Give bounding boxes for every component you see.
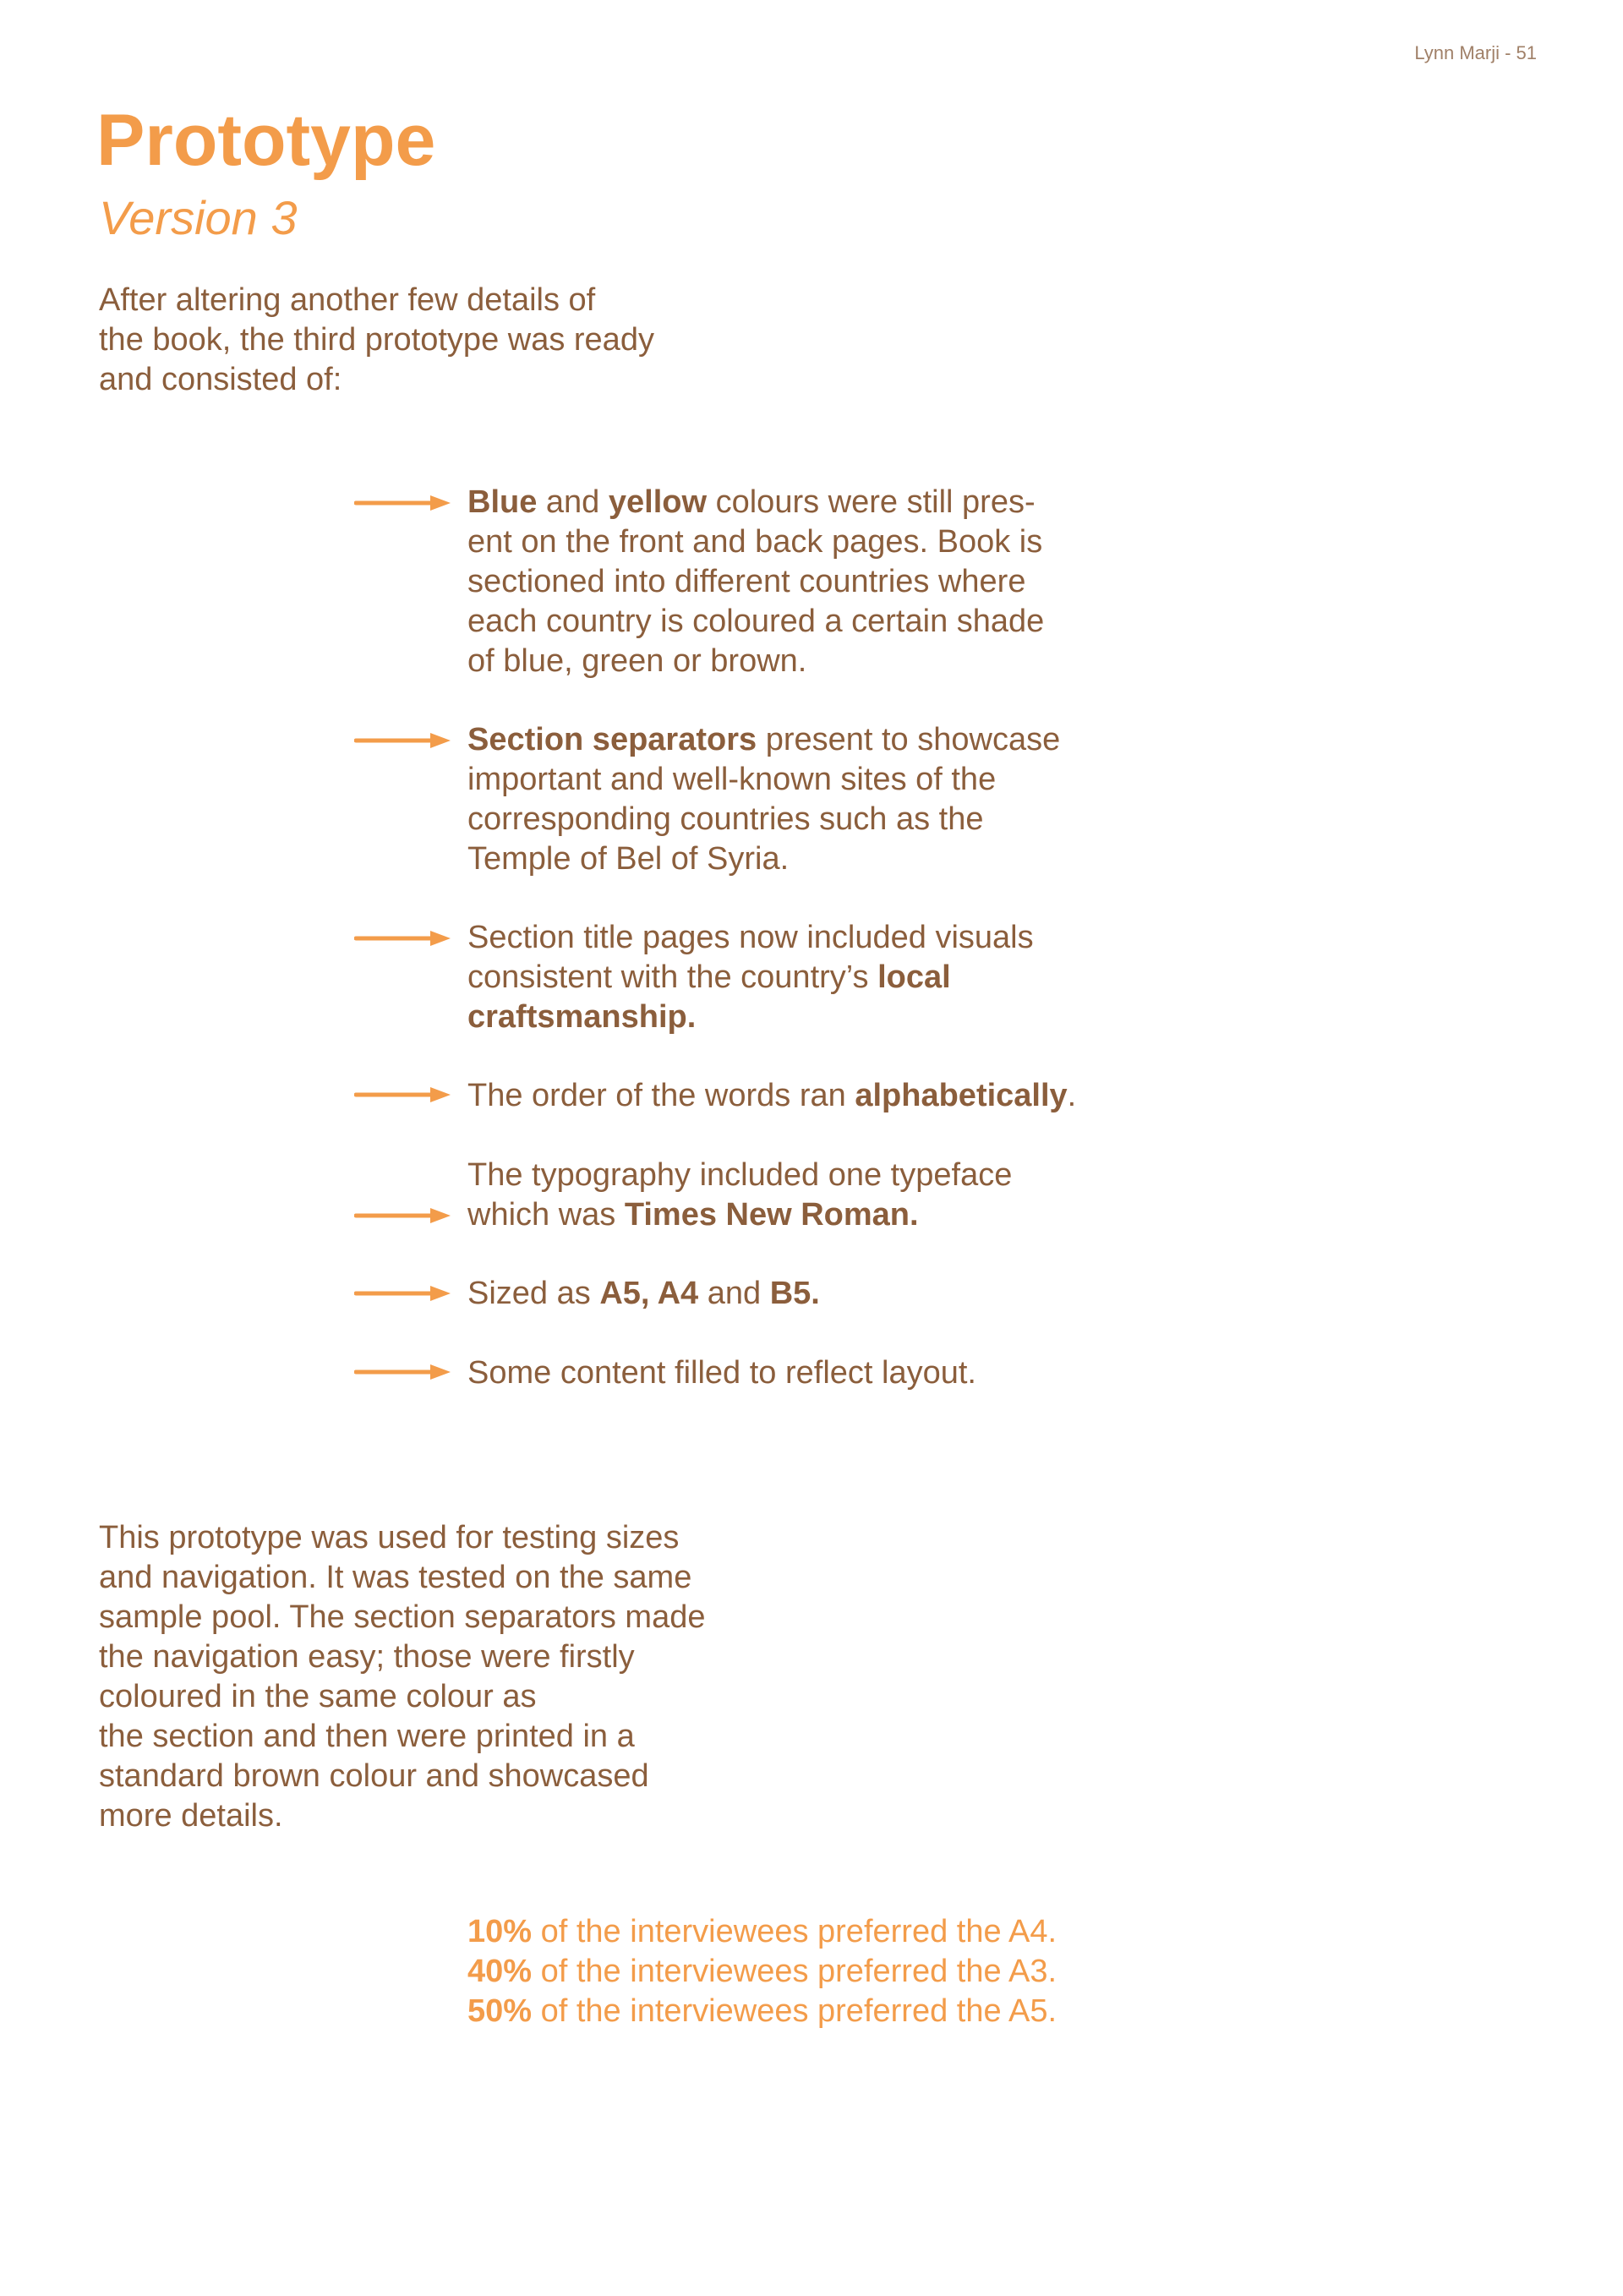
bold-text: craftsmanship.	[467, 999, 697, 1035]
survey-results	[467, 1912, 1057, 2031]
percentage: 10%	[467, 1914, 533, 1949]
text: of the interviewees preferred the A3.	[532, 1954, 1057, 1989]
text: of the interviewees preferred the A4.	[532, 1914, 1057, 1949]
intro-paragraph	[99, 281, 654, 400]
text: of the interviewees preferred the A5.	[532, 1993, 1057, 2029]
bold-text: alphabetically	[855, 1078, 1068, 1113]
result-line	[467, 1952, 1057, 1992]
page-header: Lynn Marji - 51	[1414, 42, 1537, 63]
text: and navigation. It was tested on the same	[99, 1560, 692, 1595]
text: sectioned into different countries where	[467, 564, 1026, 599]
bold-text: yellow	[608, 484, 708, 520]
conclusion-paragraph	[99, 1518, 705, 1836]
text: important and well-known sites of the	[467, 762, 997, 797]
arrow-right-icon	[354, 1207, 451, 1224]
text: consistent with the country’s	[467, 959, 878, 995]
text: Temple of Bel of Syria.	[467, 841, 790, 877]
intro-line: and consisted of:	[99, 362, 342, 397]
bullet-content	[467, 1353, 976, 1393]
text: ent on the front and back pages. Book is	[467, 524, 1043, 560]
text: Sized as	[467, 1276, 600, 1311]
bullet-colours	[467, 483, 1044, 681]
bold-text: Times New Roman.	[624, 1197, 919, 1233]
text: each country is coloured a certain shade	[467, 604, 1045, 639]
arrow-right-icon	[354, 930, 451, 947]
bold-text: Section separators	[467, 722, 757, 757]
text: The order of the words ran	[467, 1078, 855, 1113]
text: Section title pages now included visuals	[467, 920, 1034, 955]
text: the navigation easy; those were firstly	[99, 1639, 635, 1675]
bold-text: B5.	[769, 1276, 820, 1311]
text: Some content filled to reflect layout.	[467, 1355, 976, 1391]
bullet-order	[467, 1076, 1076, 1116]
text: sample pool. The section separators made	[99, 1599, 706, 1635]
arrow-right-icon	[354, 1086, 451, 1103]
result-line	[467, 1912, 1057, 1952]
text: standard brown colour and showcased	[99, 1758, 649, 1794]
arrow-right-icon	[354, 732, 451, 749]
result-line	[467, 1992, 1057, 2031]
bullet-typography	[467, 1156, 1012, 1235]
percentage: 50%	[467, 1993, 533, 2029]
percentage: 40%	[467, 1954, 533, 1989]
bullet-sizes	[467, 1274, 820, 1314]
bullet-separators	[467, 720, 1060, 879]
text: more details.	[99, 1798, 283, 1834]
text: and	[537, 484, 609, 520]
text: This prototype was used for testing sizes	[99, 1520, 680, 1555]
intro-line: the book, the third prototype was ready	[99, 322, 654, 358]
arrow-right-icon	[354, 1364, 451, 1380]
text: The typography included one typeface	[467, 1157, 1013, 1193]
text: corresponding countries such as the	[467, 801, 984, 837]
intro-line: After altering another few details of	[99, 282, 596, 318]
page-subtitle: Version 3	[99, 191, 298, 244]
arrow-right-icon	[354, 1285, 451, 1302]
text: and	[698, 1276, 770, 1311]
bullet-title-pages	[467, 918, 1034, 1037]
text: colours were still pres-	[707, 484, 1036, 520]
text: the section and then were printed in a	[99, 1719, 635, 1754]
text: .	[1067, 1078, 1077, 1113]
text: coloured in the same colour as	[99, 1679, 537, 1714]
page-title: Prototype	[96, 100, 436, 181]
text: which was	[467, 1197, 625, 1233]
bold-text: Blue	[467, 484, 538, 520]
text: of blue, green or brown.	[467, 643, 807, 679]
bold-text: A5, A4	[599, 1276, 699, 1311]
bold-text: local	[877, 959, 951, 995]
arrow-right-icon	[354, 495, 451, 511]
text: present to showcase	[757, 722, 1061, 757]
